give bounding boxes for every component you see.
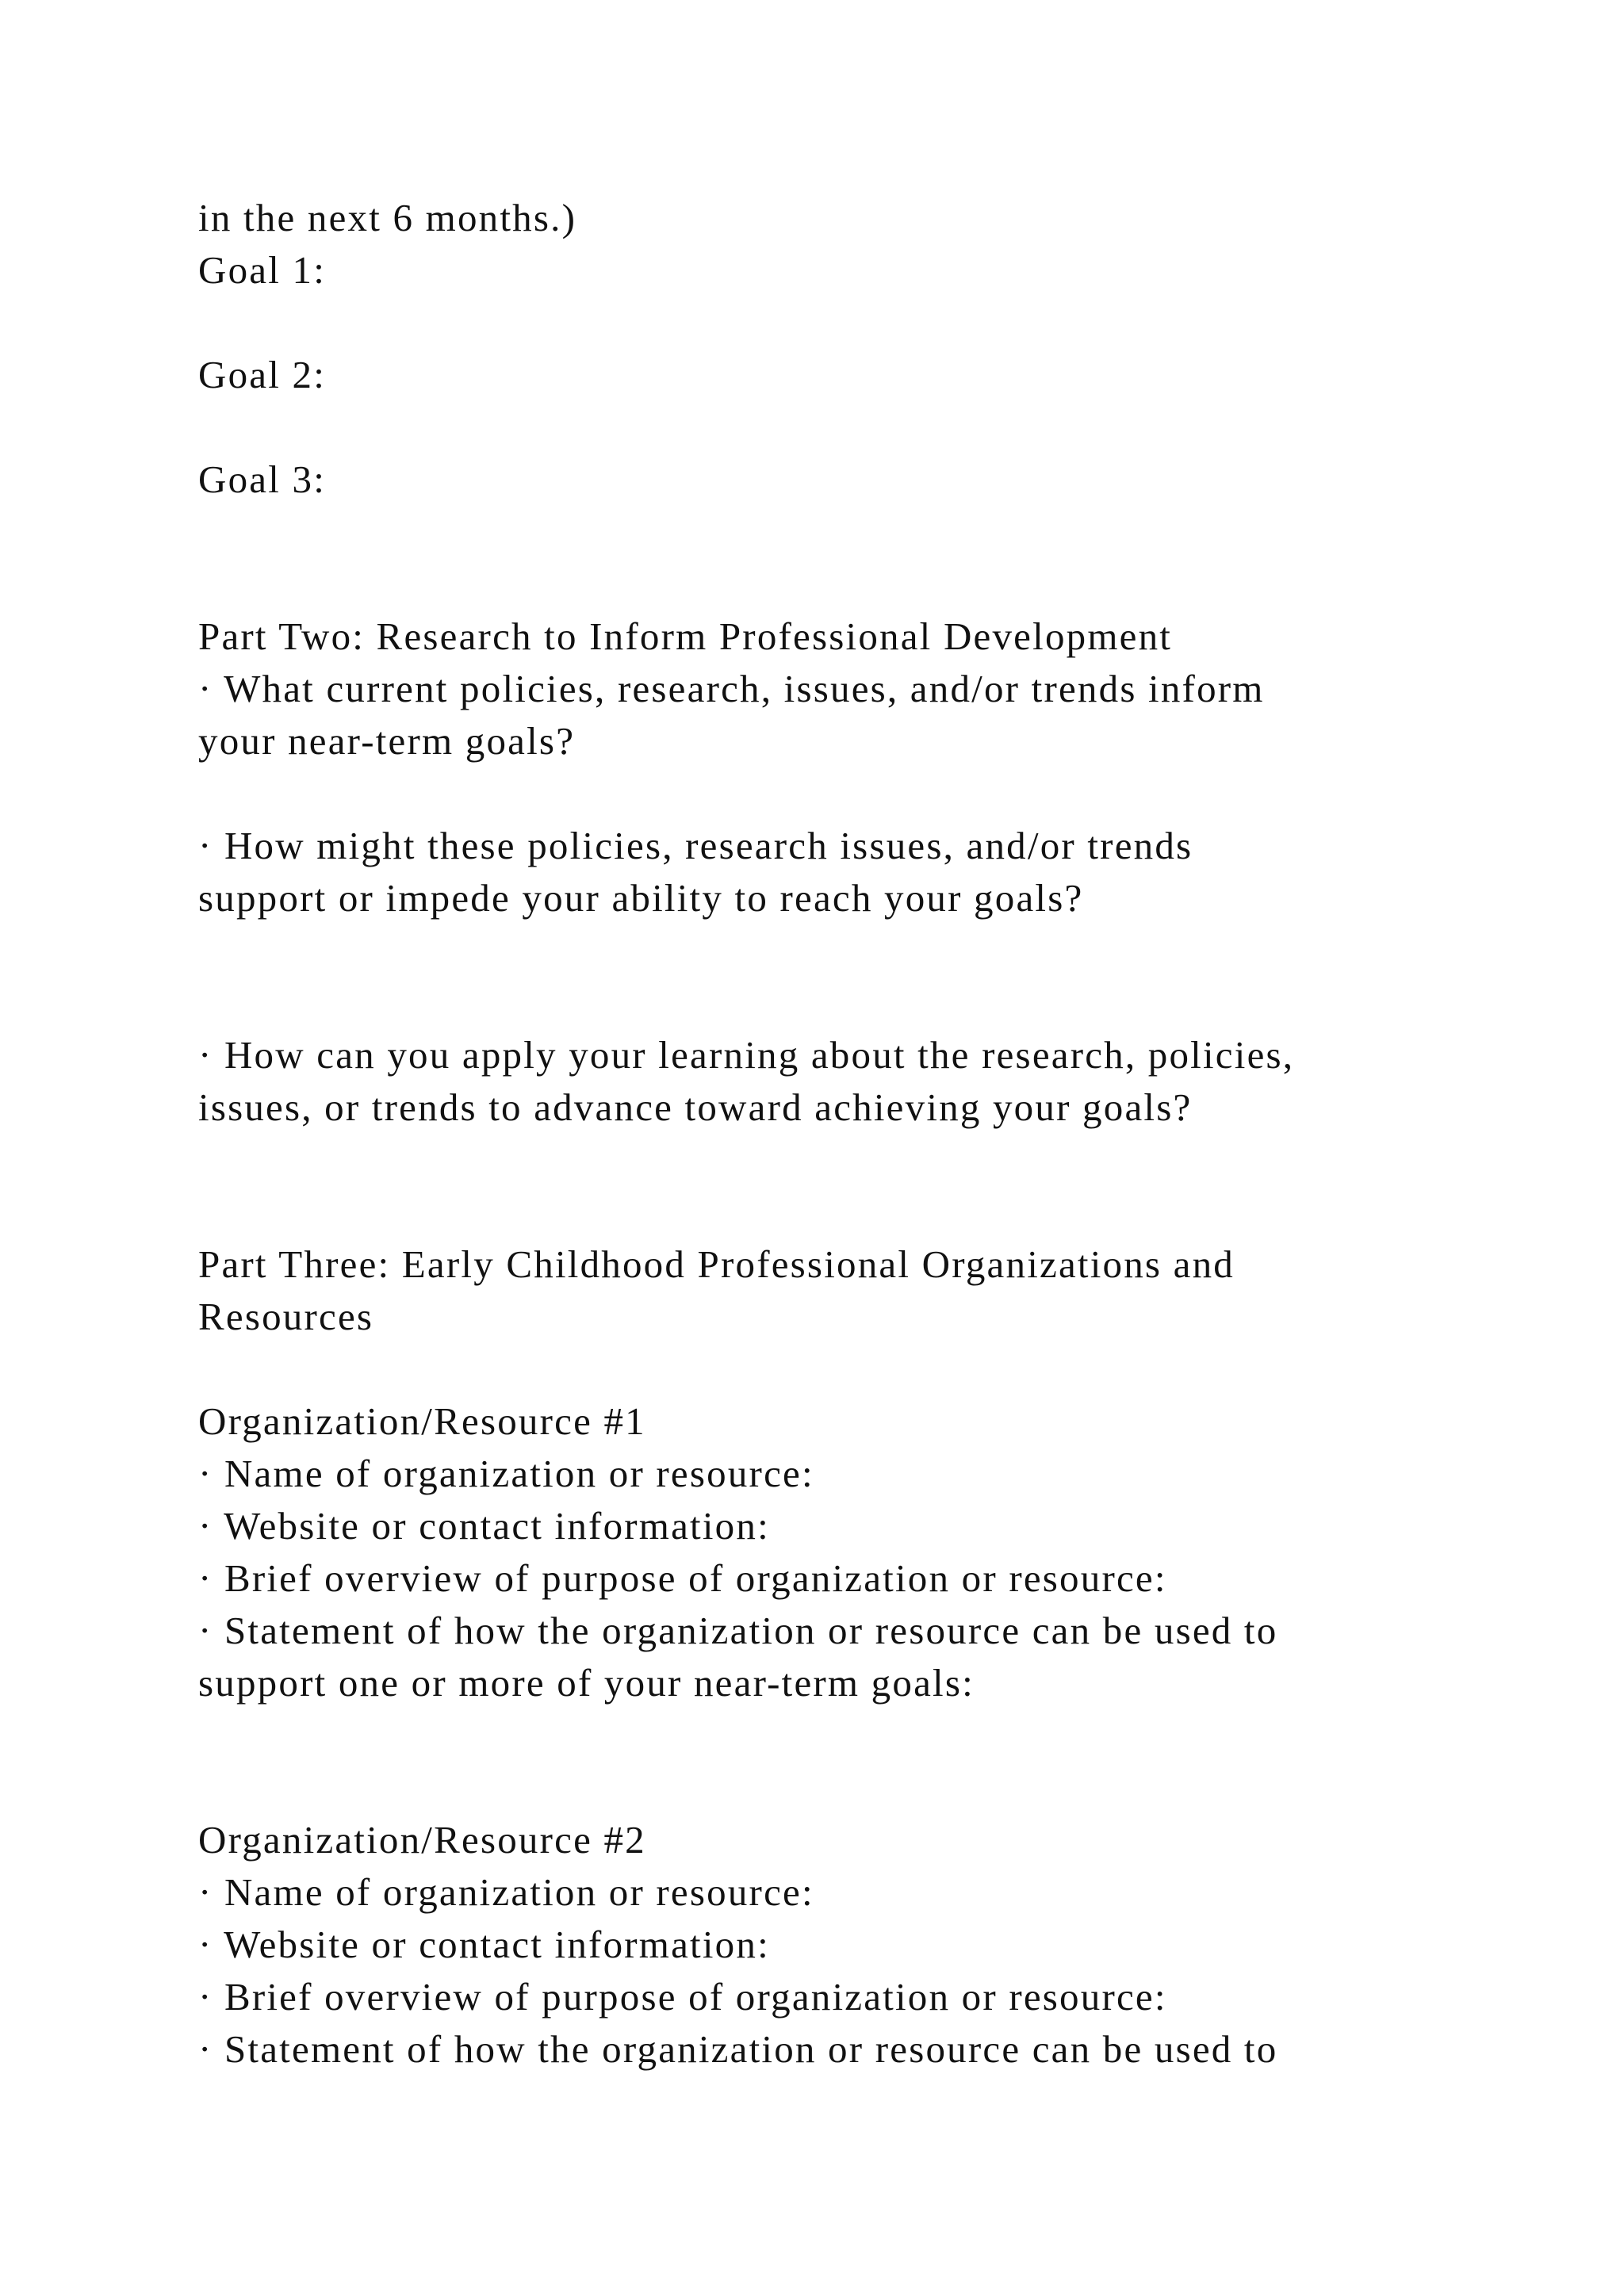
org-1-name-prompt: · Name of organization or resource: <box>198 1452 814 1495</box>
spacer <box>198 297 1507 349</box>
goal-1-label: Goal 1: <box>198 248 327 292</box>
part-two-question-2-line-2: support or impede your ability to reach your goals? <box>198 876 1084 920</box>
org-2-overview-prompt: · Brief overview of purpose of organization or resource: <box>198 1975 1167 2019</box>
part-two-heading: Part Two: Research to Inform Professional Development <box>198 614 1173 658</box>
goal-3-label: Goal 3: <box>198 457 327 501</box>
part-three-heading-line-1: Part Three: Early Childhood Professional Organizations and <box>198 1242 1235 1286</box>
spacer <box>198 1709 1507 1762</box>
org-2-website-prompt: · Website or contact information: <box>198 1923 770 1966</box>
org-2-name-prompt: · Name of organization or resource: <box>198 1870 814 1914</box>
spacer <box>198 1762 1507 1814</box>
spacer <box>198 1186 1507 1238</box>
part-two-question-3-line-1: · How can you apply your learning about the research, policies, <box>198 1033 1295 1077</box>
org-1-statement-line-1: · Statement of how the organization or resource can be used to <box>198 1609 1278 1652</box>
spacer <box>198 558 1507 610</box>
part-two-question-1-line-1: · What current policies, research, issues, and/or trends inform <box>198 667 1265 710</box>
spacer <box>198 1134 1507 1186</box>
spacer <box>198 401 1507 453</box>
org-1-overview-prompt: · Brief overview of purpose of organization or resource: <box>198 1556 1167 1600</box>
spacer <box>198 1343 1507 1395</box>
org-2-title: Organization/Resource #2 <box>198 1818 646 1862</box>
org-1-title: Organization/Resource #1 <box>198 1399 646 1443</box>
spacer <box>198 767 1507 820</box>
intro-line: in the next 6 months.) <box>198 196 577 239</box>
org-1-website-prompt: · Website or contact information: <box>198 1504 770 1548</box>
document-body <box>198 192 1507 2076</box>
org-1-statement-line-2: support one or more of your near-term goals: <box>198 1661 975 1705</box>
part-two-question-3-line-2: issues, or trends to advance toward achieving your goals? <box>198 1085 1193 1129</box>
spacer <box>198 977 1507 1029</box>
spacer <box>198 924 1507 977</box>
part-three-heading-line-2: Resources <box>198 1295 374 1338</box>
org-2-statement-line-1: · Statement of how the organization or resource can be used to <box>198 2027 1278 2071</box>
spacer <box>198 506 1507 558</box>
part-two-question-1-line-2: your near-term goals? <box>198 719 576 763</box>
part-two-question-2-line-1: · How might these policies, research issues, and/or trends <box>198 824 1193 867</box>
goal-2-label: Goal 2: <box>198 353 327 396</box>
